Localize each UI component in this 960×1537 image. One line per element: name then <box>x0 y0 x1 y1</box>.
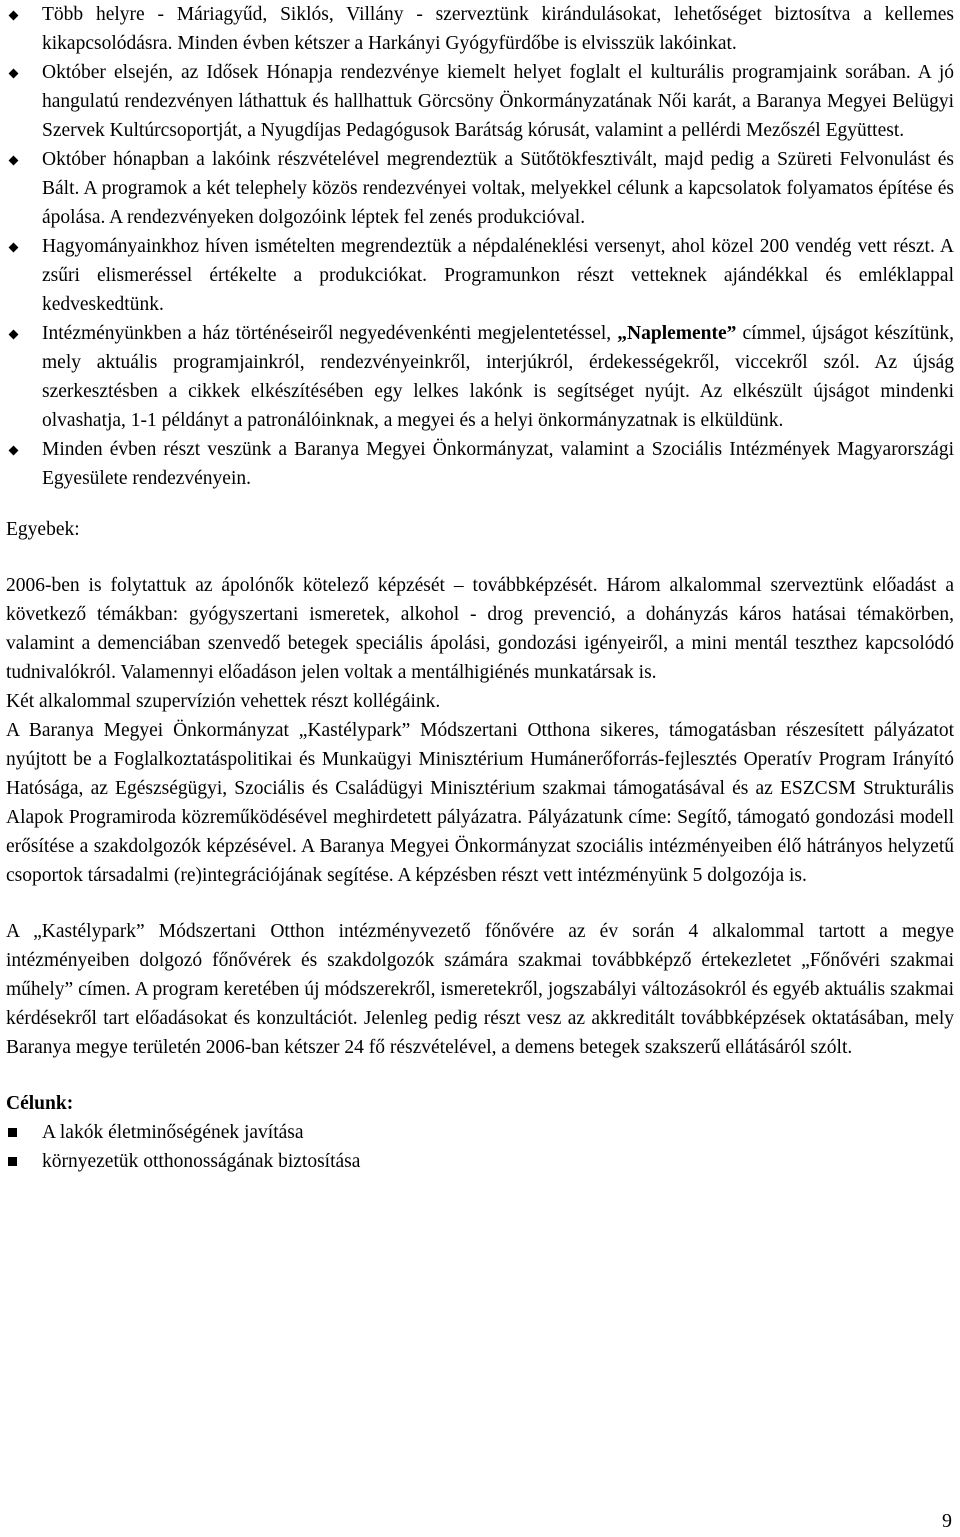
square-bullet-icon <box>8 1157 17 1166</box>
page-number: 9 <box>942 1510 952 1532</box>
list-item: Több helyre - Máriagyűd, Siklós, Villány - szerveztünk kirándulásokat, lehetőséget biztosítva a kellemes kikapcsolódásra. Minden évben kétszer a Harkányi Gyógyfürdőbe is elvisszük lakóinkat. <box>6 0 954 58</box>
diamond-bullet-icon <box>6 58 20 87</box>
diamond-bullet-icon <box>6 319 20 348</box>
paragraph-training: 2006-ben is folytattuk az ápolónők kötelező képzését – továbbképzését. Három alkalommal szerveztünk előadást a következő témákban: gyógyszertani ismeretek, alkohol - drog prevenció, a dohányzás káros hatásai témakörben, valamint a demenciában szenvedő betegek speciális ápolási, gondozási igényeiről, a mini mentál teszthez kapcsolódó tudnivalókról. Valamennyi előadáson jelen voltak a mentálhigiénés munkatársak is. <box>6 575 954 683</box>
paragraph-supervision: Két alkalommal szupervízión vehettek részt kollégáink. <box>6 691 441 712</box>
diamond-bullet-icon <box>6 435 20 464</box>
diamond-bullet-icon <box>6 232 20 261</box>
square-bullet-icon <box>8 1128 17 1137</box>
list-item: Minden évben részt veszünk a Baranya Megyei Önkormányzat, valamint a Szociális Intézmények Magyarországi Egyesülete rendezvényein. <box>6 435 954 493</box>
section-heading-celunk: Célunk: <box>6 1093 74 1114</box>
list-item: Október elsején, az Idősek Hónapja rendezvénye kiemelt helyet foglalt el kulturális programjaink sorában. A jó hangulatú rendezvényen láthattuk és hallhattuk Görcsöny Önkormányzatának Női karát, a Baranya Megyei Belügyi Szervek Kultúrcsoportját, a Nyugdíjas Pedagógusok Barátság kórusát, valamint a pellérdi Mezőszél Együttest. <box>6 58 954 145</box>
document-page <box>6 0 954 1176</box>
list-item: Október hónapban a lakóink részvételével megrendeztük a Sütőtökfesztivált, majd pedig a Szüreti Felvonulást és Bált. A programok a két telephely közös rendezvényei voltak, melyekkel célunk a kapcsolatok folyamatos építése és ápolása. A rendezvényeken dolgozóink léptek fel zenés produkcióval. <box>6 145 954 232</box>
diamond-bullet-icon <box>6 145 20 174</box>
diamond-bullet-icon <box>6 0 20 29</box>
list-item: A lakók életminőségének javítása <box>6 1118 954 1147</box>
list-item: Hagyományainkhoz híven ismételten megrendeztük a népdaléneklési versenyt, ahol közel 200 vendég vett részt. A zsűri elismeréssel értékelte a produkciókat. Programunkon részt vetteknek ajándékkal és emléklappal kedveskedtünk. <box>6 232 954 319</box>
list-item: Intézményünkben a ház történéseiről negyedévenkénti megjelentetéssel, „Naplemente” címmel, újságot készítünk, mely aktuális programjainkról, rendezvényeinkről, interjúkról, érdekességekről, viccekről szól. Az újság szerkesztésben a cikkek elkészítésében egy lelkes lakónk is segítséget nyújt. Az elkészült újságot mindenki olvashatja, 1-1 példányt a patronálóinknak, a megyei és a helyi önkormányzatnak is elküldünk. <box>6 319 954 435</box>
activity-list <box>6 0 954 493</box>
paragraph-grant: A Baranya Megyei Önkormányzat „Kastélypark” Módszertani Otthona sikeres, támogatásban részesített pályázatot nyújtott be a Foglalkoztatáspolitikai és Munkaügyi Minisztérium Humánerőforrás-fejlesztés Operatív Program Irányító Hatósága, az Egészségügyi, Szociális és Családügyi Minisztérium szakmai támogatásával és az ESZCSM Strukturális Alapok Programiroda közreműködésével meghirdetett pályázatra. Pályázatunk címe: Segítő, támogató gondozási modell erősítése a szakdolgozók képzésével. A Baranya Megyei Önkormányzat szociális intézményeiben élő hátrányos helyzetű csoportok társadalmi (re)integrációjának segítése. A képzésben részt vett intézményünk 5 dolgozója is. <box>6 720 954 886</box>
paragraph-head-nurse: A „Kastélypark” Módszertani Otthon intézményvezető főnővére az év során 4 alkalommal tartott a megye intézményeiben dolgozó főnővérek és szakdolgozók számára szakmai továbbképző értekezletet „Főnővéri szakmai műhely” címen. A program keretében új módszerekről, ismeretekről, jogszabályi változásokról és egyéb aktuális szakmai kérdésekről tart előadásokat és konzultációt. Jelenleg pedig részt vesz az akkreditált továbbképzések oktatásában, mely Baranya megye területén 2006-ban kétszer 24 fő részvételével, a demens betegek szakszerű ellátásáról szólt. <box>6 921 954 1058</box>
goals-list <box>6 1118 954 1176</box>
list-item: környezetük otthonosságának biztosítása <box>6 1147 954 1176</box>
section-heading-egyebek: Egyebek: <box>6 519 80 540</box>
newspaper-title: „Naplemente” <box>617 323 737 344</box>
